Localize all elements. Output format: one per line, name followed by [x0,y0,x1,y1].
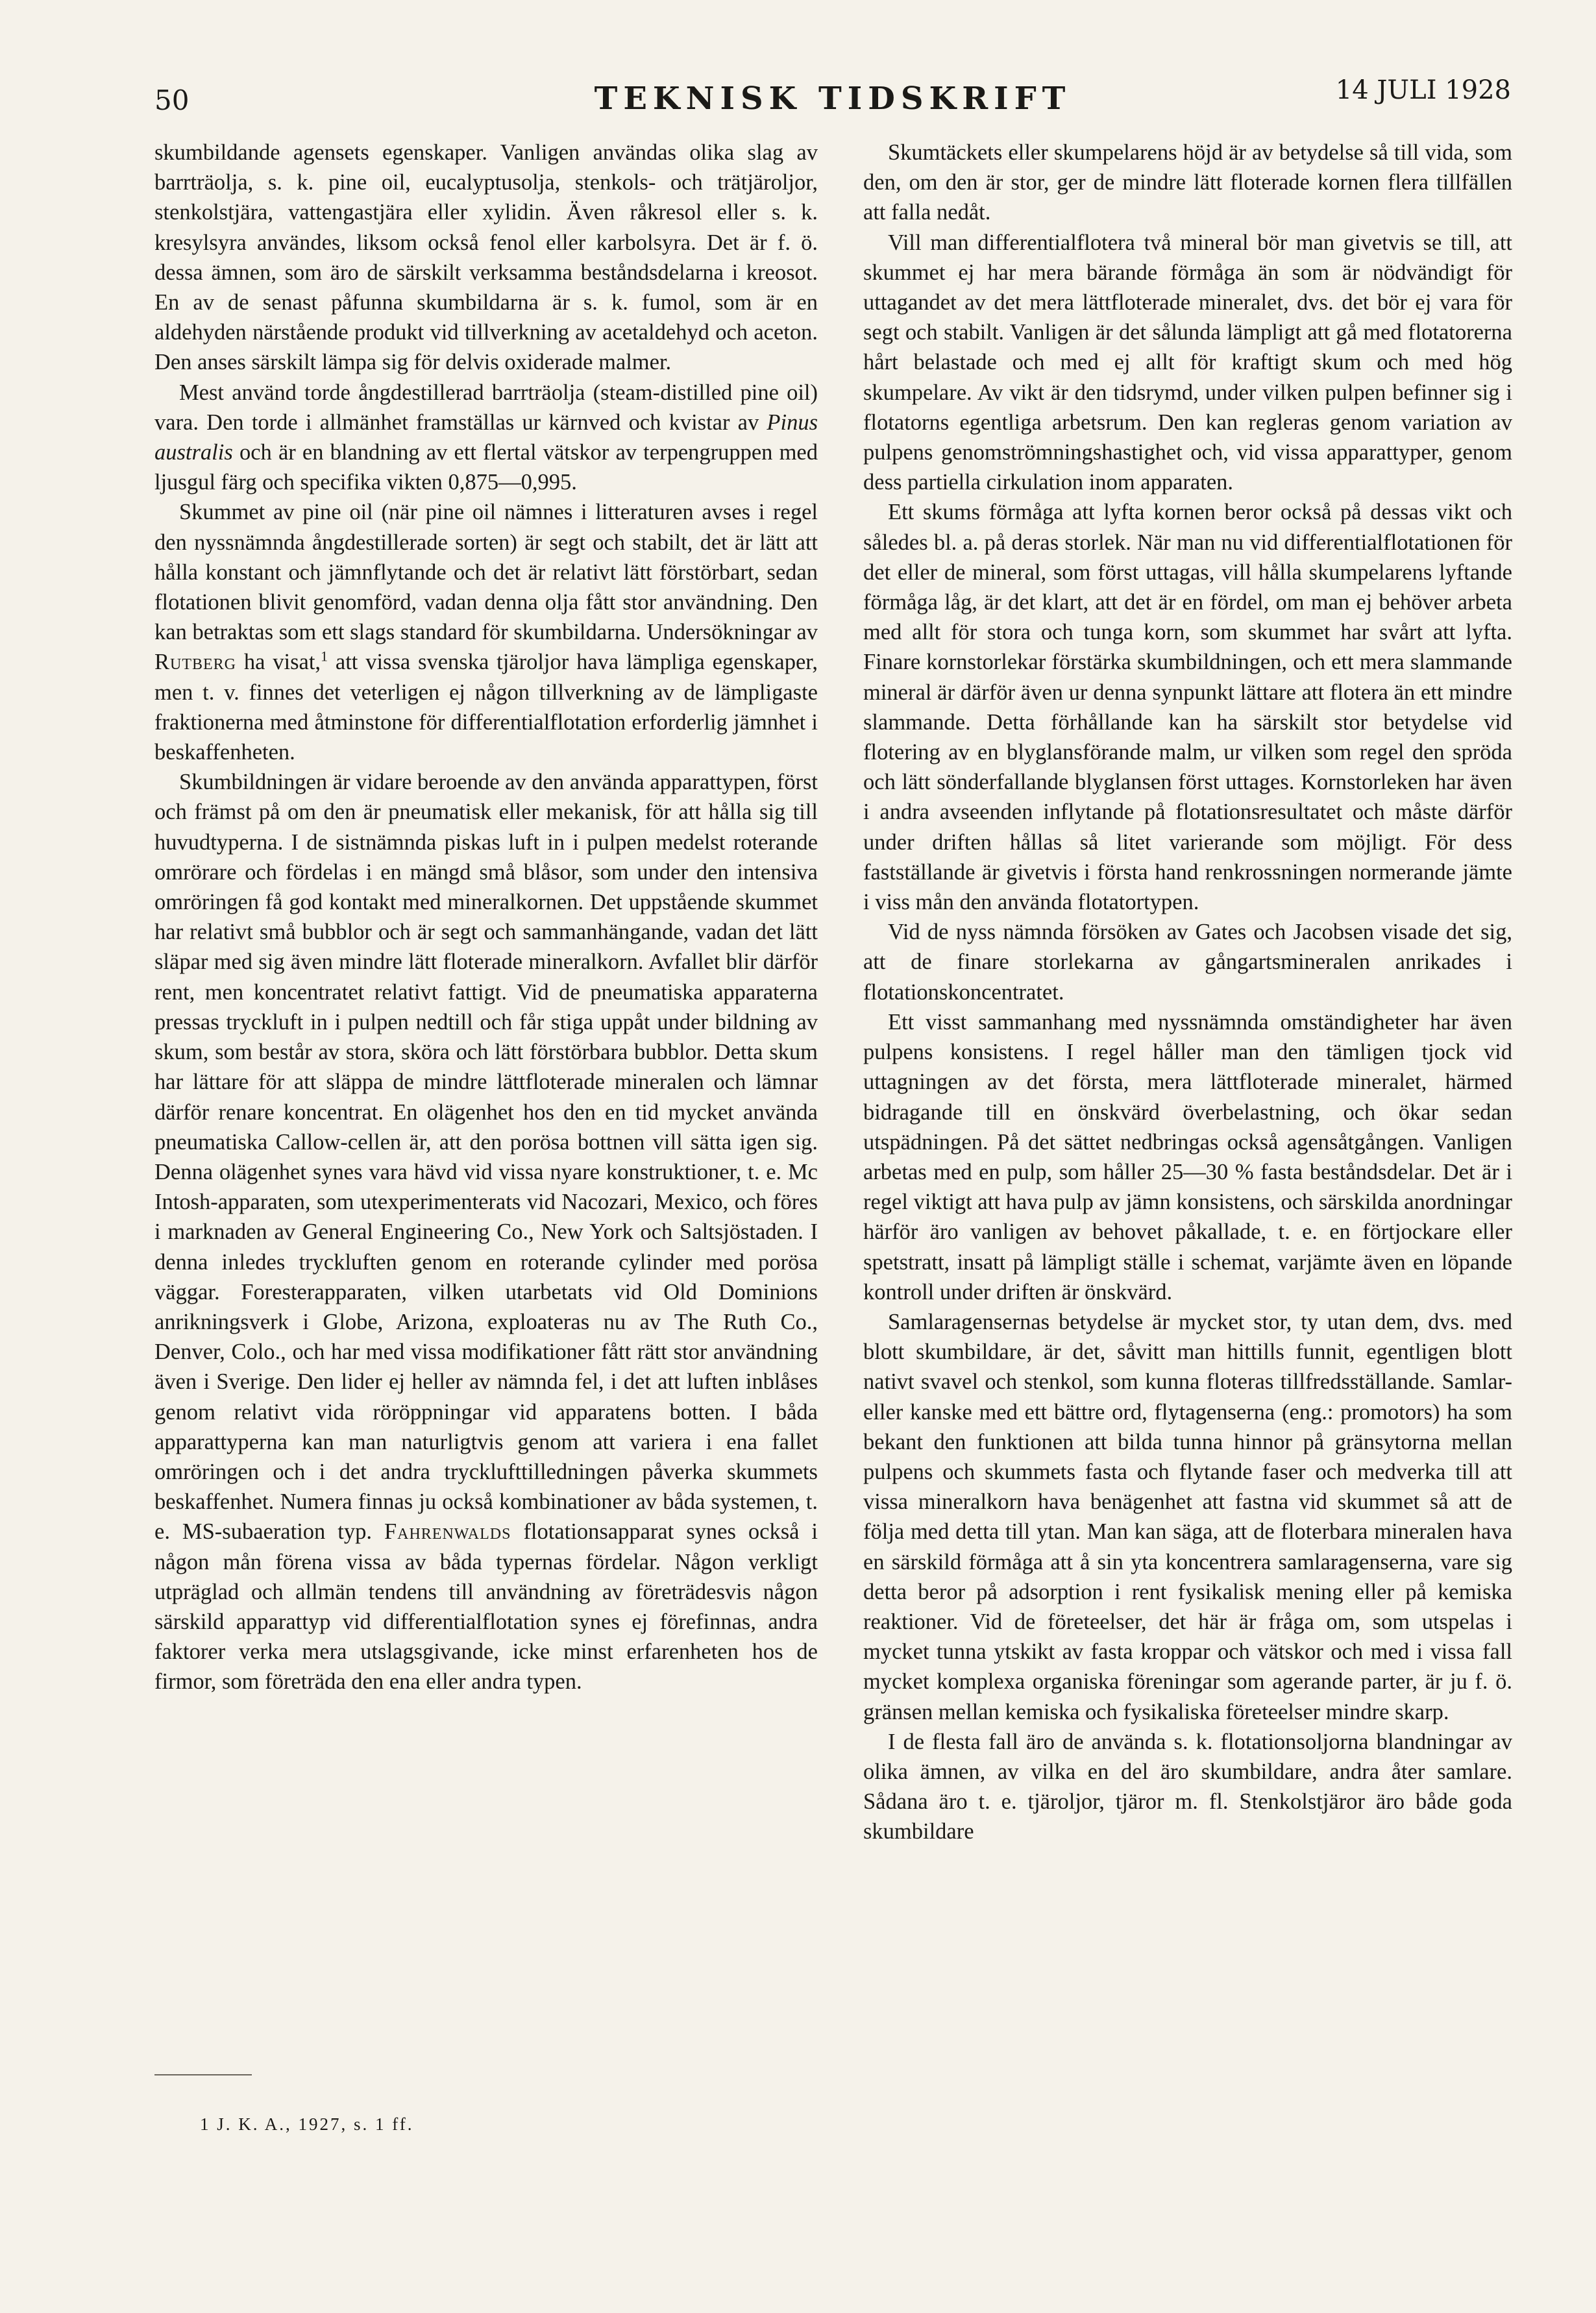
paragraph: Vid de nyss nämnda försöken av Gates och Jacobsen visade det sig, att de finare storlekarna av gångartsmineralen anrikades i flotationskoncentratet. [863,920,1512,1005]
paragraph [154,767,818,1696]
paragraph: Samlaragensernas betydelse är mycket stor, ty utan dem, dvs. med blott skumbildare, är det, såvitt man hittills funnit, egentligen blott nativt svavel och stenkol, som kunna floteras tillfredsställande. Samlar- eller kanske med ett bättre ord, flytagenserna (eng.: promotors) ha som bekant den funktionen att bilda tunna hinnor på gränsytorna mellan pulpens och skummets fasta och flytande faser och medverka till att vissa mineralkorn hava benägenhet att fastna vid skummet så att de följa med detta till ytan. Man kan säga, att de floterbara mineralen hava en särskild förmåga att å sin yta koncentrera samlaragenserna, vare sig detta beror på adsorption i rent fysikalisk mening eller på kemiska reaktioner. Vid de företeelser, det här är fråga om, som utspelas i mycket tunna ytskikt av fasta kroppar och vätskor och med i vissa fall mycket komplexa organiska föreningar som agerande parter, är ju f. ö. gränsen mellan kemiska och fysikaliska företeelser mindre skarp. [863,1309,1512,1724]
paragraph-text: Skumbildningen är vidare beroende av den använda apparattypen, först och främst på om den är pneumatisk eller mekanisk, för att hålla sig till huvudtyperna. I de sistnämnda piskas luft in i pulpen medelst roterande omrörare och fördelas i en mängd små blåsor, som under den intensiva omröringen få god kontakt med mineralkornen. Det uppstående skummet har relativt små bubblor och är segt och sammanhängande, vadan det lätt släpar med sig även mindre lätt floterade mineralkorn. Avfallet blir därför rent, men koncentratet relativt fattigt. Vid de pneumatiska apparaterna pressas tryckluft in i pulpen nedtill och får stiga uppåt under bildning av skum, som består av stora, sköra och lätt förstörbara bubblor. Detta skum har lättare för att släppa de mindre lättfloterade mineralen och lämnar därför renare koncentrat. En olägenhet hos den en tid mycket använda pneumatiska Callow-cellen är, att den porösa bottnen vill sätta igen sig. Denna olägenhet synes vara hävd vid vissa nyare konstruktioner, t. e. Mc Intosh-apparaten, som utexperimenterats vid Nacozari, Mexico, och föres i marknaden av General Engineering Co., New York och Saltsjöstaden. I denna inledes tryckluften genom en roterande cylinder med porösa väggar. Foresterapparaten, vilken utarbetats vid Old Dominions anrikningsverk i Globe, Arizona, exploateras nu av The Ruth Co., Denver, Colo., och har med vissa modifikationer fått rätt stor användning även i Sverige. Den lider ej heller av nämnda fel, i det att luften inblåses genom relativt vida röröppningar vid apparatens botten. I båda apparattyperna kan man naturligtvis genom att variera i ena fallet omröringen och i det andra trycklufttilledningen påverka skummets beskaffenhet. Numera finnas ju också kombinationer av båda systemen, t. e. MS-subaeration typ. [154,770,818,1545]
paragraph-text: flotationsapparat synes också i någon mån förena vissa av båda typernas fördelar. Någon verkligt utpräglad och allmän tendens till användning av företrädesvis någon särskild apparattyp vid differentialflotation synes ej förefinnas, andra faktorer verka mera utslagsgivande, icke minst erfarenheten hos de firmor, som företräda den ena eller andra typen. [154,1519,818,1695]
paragraph [154,497,818,767]
paragraph: Vill man differentialflotera två mineral bör man givetvis se till, att skummet ej har mera bärande förmåga än som är nödvändigt för uttagandet av det mera lättfloterade mineralet, dvs. det bör ej vara för segt och stabilt. Vanligen är det sålunda lämpligt att gå med flotatorerna hårt belastade och med ej allt för kraftigt skum och med hög skumpelare. Av vikt är den tidsrymd, under vilken pulpen befinner sig i flotatorns egentliga arbetsrum. Den kan regleras genom variation av pulpens genomströmningshastighet och, vid vissa apparattyper, genom dess partiella cirkulation inom apparaten. [863,230,1512,495]
paragraph-text: att vissa svenska tjäroljor hava lämpliga egenskaper, men t. v. finnes det veterligen ej någon tillverkning av de lämpligaste fraktionerna med åtminstone för differentialflotation erforderlig jämnhet i beskaffenheten. [154,650,818,765]
paragraph-text: Mest använd torde ångdestillerad barrträolja (steam-distilled pine oil) vara. Den torde i allmänhet framställas ur kärnved och kvistar av [154,380,818,435]
paragraph: Ett skums förmåga att lyfta kornen beror också på dessas vikt och således bl. a. på deras storlek. När man nu vid differentialflotationen för det eller de mineral, som först uttagas, vill hålla skumpelarens lyftande förmåga låg, är det klart, att det är en fördel, om man ej behöver arbeta med allt för stora och tunga korn, som skummet har svårt att lyfta. Finare kornstorlekar förstärka skumbildningen, och ett mera slammande mineral är därför även ur denna synpunkt lättare att flotera än ett mindre slammande. Detta förhållande kan ha särskilt stor betydelse vid flotering av en blyglansförande malm, ur vilken som regel den spröda och lätt sönderfallande blyglansen först uttages. Kornstorleken har även i andra avseenden inflytande på flotationsresultatet och måste därför under driften hållas så litet varierande som möjligt. För dess fastställande är givetvis i första hand renkrossningen normerande jämte i viss mån den använda flotatortypen. [863,500,1512,915]
footnote: 1 J. K. A., 1927, s. 1 ff. [200,2114,414,2134]
author-name: Fahrenwalds [384,1519,511,1545]
paragraph: Skumtäckets eller skumpelarens höjd är av betydelse så till vida, som den, om den är stor, ger de mindre lätt floterade kornen flera tillfällen att falla nedåt. [863,140,1512,225]
paragraph: skumbildande agensets egenskaper. Vanligen användas olika slag av barrträolja, s. k. pine oil, eucalyptusolja, stenkols- och trätjäroljor, stenkolstjära, vattengastjära eller xylidin. Även råkresol eller s. k. kresylsyra användes, liksom också fenol eller karbolsyra. Det är f. ö. dessa ämnen, som äro de särskilt verksamma beståndsdelarna i kreosot. En av de senast påfunna skumbildarna är s. k. fumol, som är en aldehyden närstående produkt vid tillverkning av acetaldehyd och aceton. Den anses särskilt lämpa sig för delvis oxiderade malmer. [154,140,818,375]
left-column [154,138,818,1697]
paragraph: I de flesta fall äro de använda s. k. flotationsoljorna blandningar av olika ämnen, av vilka en del äro skumbildare, andra åter samlare. Sådana äro t. e. tjäroljor, tjäror m. fl. Stenkolstjäror äro både goda skumbildare [863,1729,1512,1844]
paragraph-text: Skummet av pine oil (när pine oil nämnes i litteraturen avses i regel den nyssnämnda ångdestillerade sorten) är segt och stabilt, det är lätt att hålla konstant och jämnflytande och det är relativt lätt förstörbart, sedan flotationen blivit genomförd, vadan denna olja fått stor användning. Den kan betraktas som ett slags standard för skumbildarna. Undersökningar av [154,500,818,645]
right-column [863,138,1512,1847]
issue-date: 14 JULI 1928 [1335,75,1511,105]
paragraph-text: ha visat, [236,650,321,675]
paragraph-text: och är en blandning av ett flertal vätskor av terpengruppen med ljusgul färg och specifika vikten 0,875—0,995. [154,440,818,495]
author-name: Rutberg [154,650,237,675]
page-number: 50 [154,84,190,116]
footnote-divider [154,2074,252,2075]
footnote-ref: 1 [321,648,328,665]
journal-title: TEKNISK TIDSKRIFT [594,80,1072,117]
paragraph [154,378,818,498]
species-name: Pinus australis [154,410,818,465]
page-header [154,73,1511,125]
paragraph: Ett visst sammanhang med nyssnämnda omständigheter har även pulpens konsistens. I regel håller man den tämligen tjock vid uttagningen av det första, mera lättfloterade mineralet, härmed bidragande till en önskvärd överbelastning, och ökar sedan utspädningen. På det sättet nedbringas också agensåtgången. Vanligen arbetas med en pulp, som håller 25—30 % fasta beståndsdelar. Det är i regel viktigt att hava pulp av jämn konsistens, och särskilda anordningar härför äro vanligen av behovet påkallade, t. e. en förtjockare eller spetstratt, insatt på lämpligt ställe i schemat, varjämte även en löpande kontroll under driften är önskvärd. [863,1009,1512,1304]
